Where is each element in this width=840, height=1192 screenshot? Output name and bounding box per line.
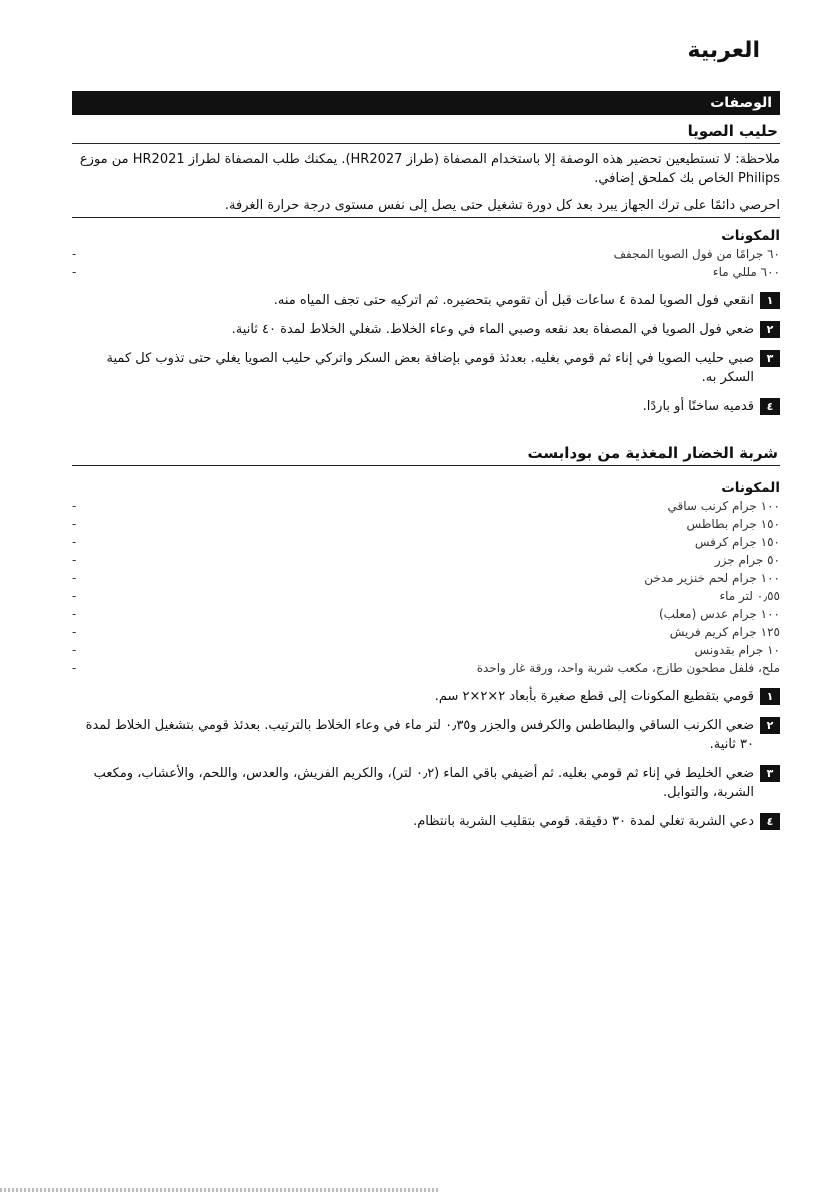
recipe-soy-milk (72, 122, 780, 416)
ingredient-item: ١٠٠ جرام عدس (معلب) - (72, 607, 780, 621)
section-header-bar (72, 91, 780, 115)
steps-list (72, 687, 780, 831)
ingredient-item: ٦٠٠ مللي ماء - (72, 265, 780, 279)
step-text: ضعي فول الصويا في المصفاة بعد نقعه وصبي الماء في وعاء الخلاط. شغلي الخلاط لمدة ٤٠ ثانية. (231, 322, 754, 337)
ingredient-item: ١٠٠ جرام كرنب ساقي - (72, 499, 780, 513)
step-text: قدميه ساخنًا أو باردًا. (642, 399, 754, 414)
step-item (72, 397, 780, 416)
step-item (72, 764, 780, 802)
ingredient-item: ١٢٥ جرام كريم فريش - (72, 625, 780, 639)
step-number: ٤ (760, 813, 780, 830)
ingredient-item: ١٠ جرام بقدونس - (72, 643, 780, 657)
step-number: ١ (760, 292, 780, 309)
ingredient-item: ٠٫٥٥ لتر ماء - (72, 589, 780, 603)
ingredients-list (72, 497, 780, 677)
step-text: قومي بتقطيع المكونات إلى قطع صغيرة بأبعاد ٢×٢×٢ سم. (434, 689, 754, 704)
ingredients-heading: المكونات (721, 480, 780, 496)
steps-list (72, 291, 780, 416)
ingredient-item: ١٠٠ جرام لحم خنزير مدخن - (72, 571, 780, 585)
print-footer-strip (0, 1188, 440, 1192)
step-item (72, 687, 780, 706)
step-text: دعي الشربة تغلي لمدة ٣٠ دقيقة. قومي بتقليب الشربة بانتظام. (413, 814, 754, 829)
recipe-title: شربة الخضار المغذية من بودابست (72, 444, 780, 466)
ingredient-item: ١٥٠ جرام كرفس - (72, 535, 780, 549)
language-title: العربية (687, 38, 760, 63)
step-number: ٣ (760, 765, 780, 782)
step-number: ٣ (760, 350, 780, 367)
step-text: انقعي فول الصويا لمدة ٤ ساعات قبل أن تقومي بتحضيره. ثم اتركيه حتى تجف المياه منه. (273, 293, 754, 308)
section-title: الوصفات (710, 95, 772, 111)
ingredient-item: ملح، فلفل مطحون طازج، مكعب شربة واحد، ورقة غار واحدة - (72, 661, 780, 675)
step-text: صبي حليب الصويا في إناء ثم قومي بغليه. بعدئذ قومي بإضافة بعض السكر واتركي حليب الصويا يغلي حتى تذوب كل كمية السكر به. (106, 351, 754, 385)
ingredients-list (72, 245, 780, 281)
step-number: ١ (760, 688, 780, 705)
step-item (72, 320, 780, 339)
recipe-note: ملاحظة: لا تستطيعين تحضير هذه الوصفة إلا باستخدام المصفاة (طراز HR2027). يمكنك طلب المصفاة لطراز HR2021 من موزع Philips الخاص بك كملحق إضافي. (79, 152, 780, 186)
step-item (72, 716, 780, 754)
recipe-vegetable-soup (72, 444, 780, 831)
ingredients-heading: المكونات (721, 228, 780, 244)
step-number: ٢ (760, 321, 780, 338)
step-item (72, 349, 780, 387)
ingredient-item: ٦٠ جرامًا من فول الصويا المجفف - (72, 247, 780, 261)
step-text: ضعي الكرنب الساقي والبطاطس والكرفس والجزر و٠٫٣٥ لتر ماء في وعاء الخلاط بالترتيب. بعدئذ قومي بتشغيل الخلاط لمدة ٣٠ ثانية. (85, 718, 754, 752)
step-number: ٢ (760, 717, 780, 734)
step-number: ٤ (760, 398, 780, 415)
step-text: ضعي الخليط في إناء ثم قومي بغليه. ثم أضيفي باقي الماء (٠٫٢ لتر)، والكريم الفريش، والعدس، واللحم، والأعشاب، ومكعب الشربة، والتوابل. (93, 766, 754, 800)
ingredient-item: ١٥٠ جرام بطاطس - (72, 517, 780, 531)
step-item (72, 291, 780, 310)
step-item (72, 812, 780, 831)
recipe-warning: احرصي دائمًا على ترك الجهاز يبرد بعد كل دورة تشغيل حتى يصل إلى نفس مستوى درجة حرارة الغرفة. (72, 196, 780, 218)
recipe-title: حليب الصويا (72, 122, 780, 144)
ingredient-item: ٥٠ جرام جزر - (72, 553, 780, 567)
